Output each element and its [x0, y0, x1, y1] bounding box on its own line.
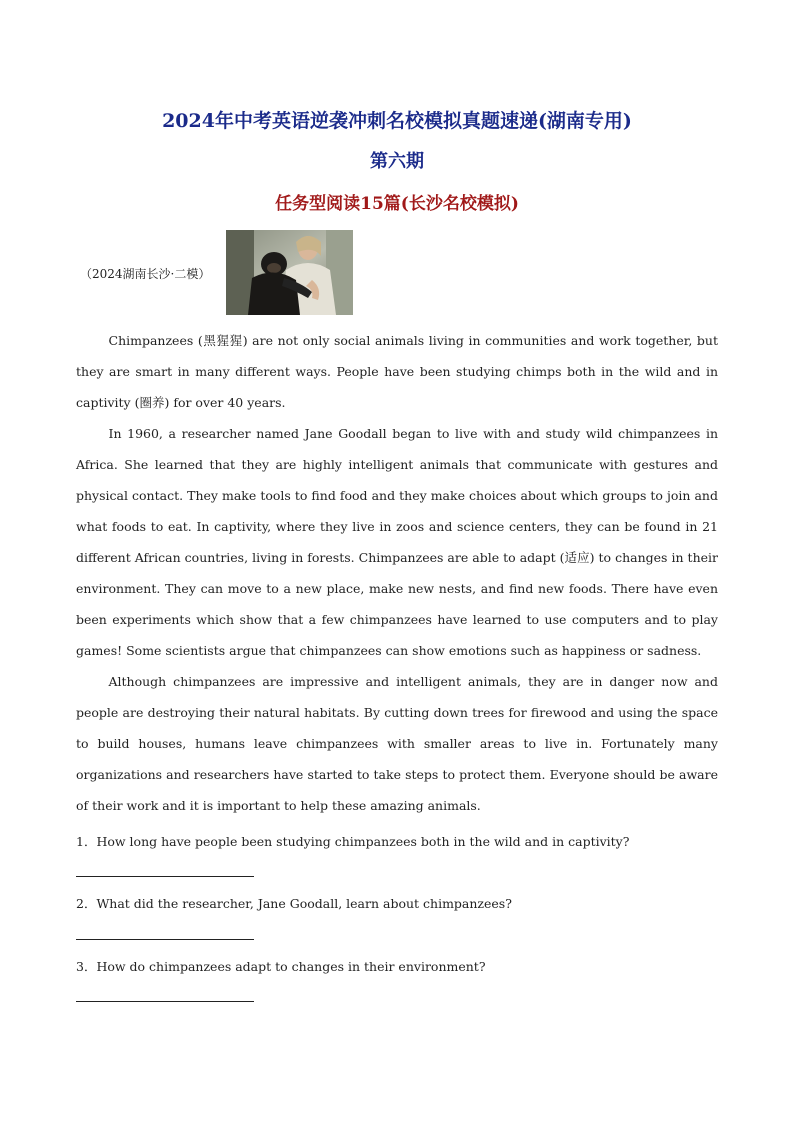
chimpanzee-photo [226, 230, 353, 315]
answer-line-3[interactable] [76, 1001, 254, 1002]
question-1: 1．How long have people been studying chimpanzees both in the wild and in captivity? [76, 834, 630, 849]
question-3: 3．How do chimpanzees adapt to changes in their environment? [76, 959, 486, 974]
paragraph: In 1960, a researcher named Jane Goodall began to live with and study wild chimpanzees in Africa. She learned that they are highly intelligent animals that communicate with gestures and physical contact. They make tools to find food and they make choices about which groups to join and what foods to eat. In captivity, where they live in zoos and science centers, they can be found in 21 different African countries, living in forests. Chimpanzees are able to adapt (适应) to changes in their environment. They can move to a new place, make new nests, and find new foods. There have even been experiments which show that a few chimpanzees have learned to use computers and to play games! Some scientists argue that chimpanzees can show emotions such as happiness or sadness. [76, 426, 718, 658]
paragraph: Chimpanzees (黑猩猩) are not only social animals living in communities and work together, but they are smart in many different ways. People have been studying chimps both in the wild and in captivity (圈养) for over 40 years. [76, 333, 718, 410]
source-label: （2024湖南长沙·二模） [80, 267, 211, 281]
passage [76, 325, 718, 821]
answer-line-1[interactable] [76, 876, 254, 877]
question-2: 2．What did the researcher, Jane Goodall, learn about chimpanzees? [76, 896, 512, 911]
answer-line-2[interactable] [76, 939, 254, 940]
issue-label: 第六期 [370, 151, 424, 172]
document-title: 2024年中考英语逆袭冲刺名校模拟真题速递(湖南专用) [162, 110, 632, 132]
paragraph: Although chimpanzees are impressive and intelligent animals, they are in danger now and people are destroying their natural habitats. By cutting down trees for firewood and using the space to build houses, humans leave chimpanzees with smaller areas to live in. Fortunately many organizations and researchers have started to take steps to protect them. Everyone should be aware of their work and it is important to help these amazing animals. [76, 674, 718, 813]
section-subtitle: 任务型阅读15篇(长沙名校模拟) [275, 194, 519, 214]
